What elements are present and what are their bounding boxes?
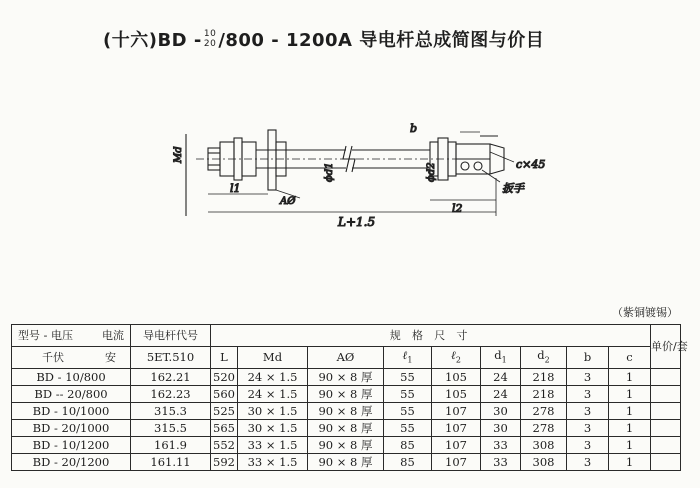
cell-b: 3: [567, 386, 609, 403]
bolt-hole-2: [474, 162, 482, 170]
header-col-d2: $d_2$: [521, 347, 567, 369]
header-col-Md: Md: [238, 347, 308, 369]
cell-md: 33 × 1.5: [238, 454, 308, 471]
header-kv: 千伏: [42, 351, 64, 364]
cell-code: 162.21: [131, 369, 211, 386]
header-unit-price: 单价/套: [651, 325, 681, 369]
cell-md: 30 × 1.5: [238, 403, 308, 420]
cell-l1: 55: [384, 403, 432, 420]
cell-l: 552: [211, 437, 238, 454]
cell-d1: 24: [481, 369, 521, 386]
terminal-tail: [490, 144, 504, 174]
cell-unit-price: [651, 386, 681, 403]
cell-md: 30 × 1.5: [238, 420, 308, 437]
header-col-d1: $d_1$: [481, 347, 521, 369]
cell-unit-price: [651, 369, 681, 386]
cell-l: 520: [211, 369, 238, 386]
label-dl: ϕd1: [324, 162, 335, 182]
table-row: [12, 420, 681, 437]
cell-unit-price: [651, 437, 681, 454]
label-l2: l2: [452, 202, 463, 215]
cell-d1: 30: [481, 403, 521, 420]
cell-model: BD - 10/1200: [12, 437, 131, 454]
header-col-c: c: [609, 347, 651, 369]
cell-l2: 107: [432, 437, 481, 454]
label-c: c×45: [516, 158, 546, 171]
cell-model: BD - 20/1000: [12, 420, 131, 437]
header-col-l2: ℓ$_2$: [432, 347, 481, 369]
cell-l: 565: [211, 420, 238, 437]
table-header-row-1: [12, 325, 681, 347]
cell-unit-price: [651, 454, 681, 471]
label-L: L+1.5: [338, 215, 376, 229]
page-title: [103, 24, 544, 54]
cell-d2: 308: [521, 437, 567, 454]
cell-d1: 33: [481, 437, 521, 454]
cell-unit-price: [651, 403, 681, 420]
label-aphi: AØ: [280, 196, 296, 207]
header-spec: 规 格 尺 寸: [211, 325, 651, 347]
table-body: [12, 369, 681, 471]
cell-b: 3: [567, 437, 609, 454]
cell-d1: 30: [481, 420, 521, 437]
label-b: b: [410, 122, 418, 135]
cell-c: 1: [609, 420, 651, 437]
cell-a: 90 × 8 厚: [308, 420, 384, 437]
cell-c: 1: [609, 369, 651, 386]
cell-b: 3: [567, 454, 609, 471]
header-an: 安: [105, 351, 116, 364]
label-md: Md: [173, 146, 184, 163]
cell-c: 1: [609, 454, 651, 471]
cell-code: 315.3: [131, 403, 211, 420]
cell-c: 1: [609, 437, 651, 454]
cell-d2: 218: [521, 386, 567, 403]
drawing-svg: [160, 112, 550, 232]
cell-l1: 55: [384, 369, 432, 386]
cell-a: 90 × 8 厚: [308, 454, 384, 471]
label-d2: ϕd2: [426, 162, 437, 182]
cell-l1: 85: [384, 437, 432, 454]
cell-unit-price: [651, 420, 681, 437]
cell-md: 24 × 1.5: [238, 369, 308, 386]
label-l1: l1: [230, 182, 241, 195]
table-row: [12, 437, 681, 454]
material-note: （紫铜镀锡）: [612, 306, 678, 319]
cell-d1: 24: [481, 386, 521, 403]
cell-d2: 218: [521, 369, 567, 386]
cell-a: 90 × 8 厚: [308, 403, 384, 420]
cell-l: 560: [211, 386, 238, 403]
table-row: [12, 386, 681, 403]
label-handle: 扳手: [502, 182, 524, 195]
title-fraction: [204, 29, 216, 49]
cell-c: 1: [609, 386, 651, 403]
conductor-rod-drawing: [160, 112, 550, 236]
cell-l2: 105: [432, 386, 481, 403]
header-model-voltage: 型号 - 电压: [18, 329, 73, 342]
header-code: 导电杆代号: [131, 325, 211, 347]
header-col-A: AØ: [308, 347, 384, 369]
cell-md: 33 × 1.5: [238, 437, 308, 454]
title-prefix: (十六)BD -: [103, 30, 202, 51]
cell-d2: 278: [521, 420, 567, 437]
cell-model: BD - 10/800: [12, 369, 131, 386]
table-row: [12, 403, 681, 420]
cell-d2: 308: [521, 454, 567, 471]
cell-model: BD -- 20/800: [12, 386, 131, 403]
bolt-hole-1: [461, 162, 469, 170]
table-header-row-2: [12, 347, 681, 369]
cell-code: 161.11: [131, 454, 211, 471]
title-suffix: /800 - 1200A 导电杆总成简图与价目: [218, 30, 545, 51]
cell-d1: 33: [481, 454, 521, 471]
header-current: 电流: [102, 329, 124, 342]
cell-l: 525: [211, 403, 238, 420]
cell-l1: 55: [384, 386, 432, 403]
mounting-plate: [268, 130, 276, 190]
cell-code: 161.9: [131, 437, 211, 454]
cell-md: 24 × 1.5: [238, 386, 308, 403]
header-code-prefix: 5ET.510: [131, 347, 211, 369]
c-leader: [490, 152, 514, 162]
cell-l2: 107: [432, 420, 481, 437]
cell-l2: 105: [432, 369, 481, 386]
table-row: [12, 454, 681, 471]
cell-b: 3: [567, 420, 609, 437]
header-col-l1: ℓ$_1$: [384, 347, 432, 369]
cell-l1: 55: [384, 420, 432, 437]
cell-c: 1: [609, 403, 651, 420]
cell-model: BD - 10/1000: [12, 403, 131, 420]
cell-l2: 107: [432, 403, 481, 420]
cell-code: 162.23: [131, 386, 211, 403]
spec-price-table: [11, 324, 688, 471]
cell-b: 3: [567, 369, 609, 386]
cell-a: 90 × 8 厚: [308, 369, 384, 386]
cell-code: 315.5: [131, 420, 211, 437]
cell-l1: 85: [384, 454, 432, 471]
table-row: [12, 369, 681, 386]
header-col-b: b: [567, 347, 609, 369]
header-model-current-cell: [12, 325, 131, 347]
cell-l2: 107: [432, 454, 481, 471]
cell-model: BD - 20/1200: [12, 454, 131, 471]
cell-a: 90 × 8 厚: [308, 437, 384, 454]
cell-b: 3: [567, 403, 609, 420]
cell-d2: 278: [521, 403, 567, 420]
title-fraction-top: 10: [203, 29, 217, 39]
cell-a: 90 × 8 厚: [308, 386, 384, 403]
cell-l: 592: [211, 454, 238, 471]
title-fraction-bottom: 20: [203, 39, 217, 49]
header-col-L: L: [211, 347, 238, 369]
header-kv-an-cell: [12, 347, 131, 369]
